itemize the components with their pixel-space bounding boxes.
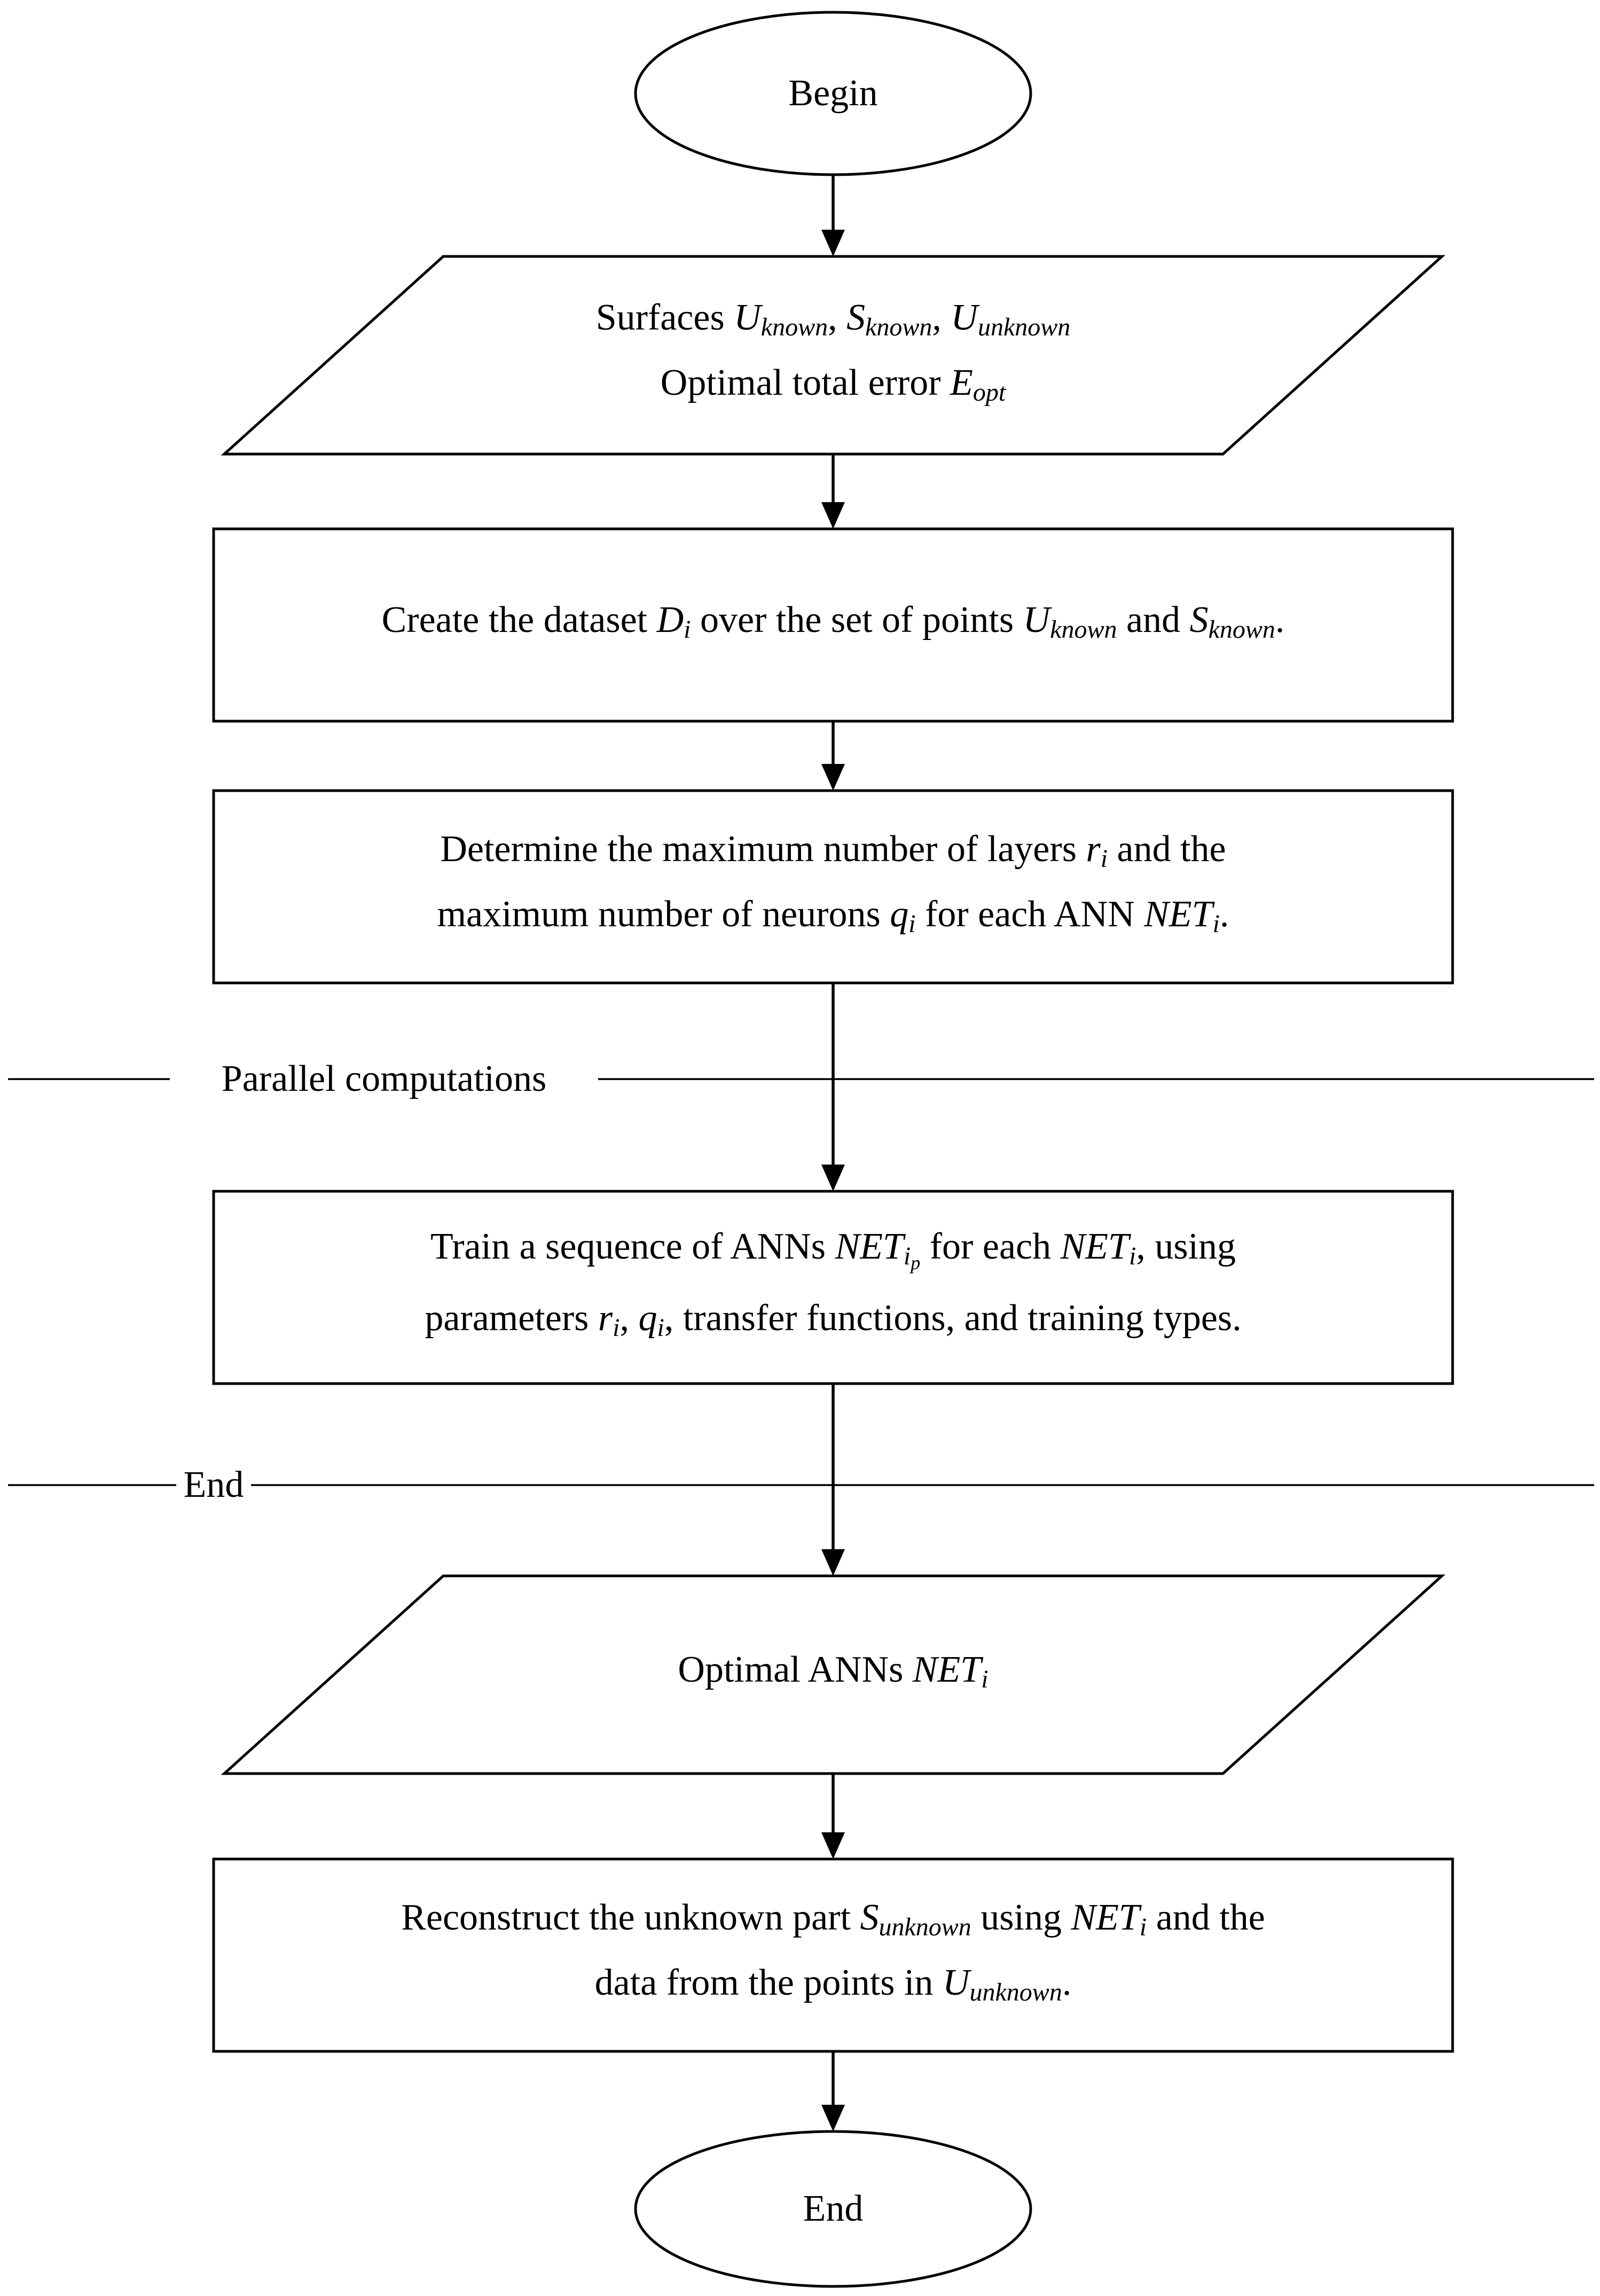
begin-terminal-label [636, 12, 1031, 175]
surfaces-input-label [224, 256, 1442, 454]
arrow-optimal-to-reconstruct-head [821, 1832, 845, 1859]
create-dataset-label [214, 529, 1453, 721]
end-section-divider-label: End [183, 1464, 244, 1505]
determine-layers-line-2: maximum number of neurons $q_i$ for each ANN $NET_i$. [437, 894, 1229, 938]
reconstruct-line-2: data from the points in $U_{unknown}$. [594, 1962, 1072, 2006]
surfaces-input-line-2: Optimal total error $E_{opt}$ [660, 362, 1006, 407]
parallel-computations-divider-label: Parallel computations [221, 1058, 547, 1099]
begin-text: Begin [788, 73, 878, 114]
train-anns-line-2: parameters $r_i$, $q_i$, transfer functions, and training types. [425, 1298, 1242, 1342]
arrow-begin-to-input-head [821, 230, 845, 256]
end-text: End [803, 2188, 864, 2229]
arrow-reconstruct-to-end-head [821, 2105, 845, 2131]
arrow-input-to-dataset-head [821, 502, 845, 529]
optimal-anns-label [224, 1576, 1442, 1774]
end-terminal-label [636, 2131, 1031, 2286]
surfaces-input-line-1: Surfaces $U_{known}$, $S_{known}$, $U_{unknown}$ [595, 297, 1071, 341]
reconstruct-line-1: Reconstruct the unknown part $S_{unknown}$ using $NET_i$ and the [401, 1897, 1265, 1941]
determine-layers-label [214, 791, 1453, 983]
arrow-layers-to-train-head [821, 1165, 845, 1191]
create-dataset-line-1: Create the dataset $D_i$ over the set of points $U_{known}$ and $S_{known}$. [381, 599, 1285, 644]
train-anns-line-1: Train a sequence of ANNs $NET_{ip}$ for each $NET_i$, using [430, 1226, 1236, 1274]
train-anns-label [214, 1191, 1453, 1384]
optimal-anns-line-1: Optimal ANNs $NET_i$ [678, 1649, 989, 1693]
determine-layers-line-1: Determine the maximum number of layers $r_i$ and the [440, 829, 1226, 873]
arrow-train-to-optimal-head [821, 1549, 845, 1576]
arrow-dataset-to-layers-head [821, 764, 845, 791]
reconstruct-label [214, 1859, 1453, 2051]
